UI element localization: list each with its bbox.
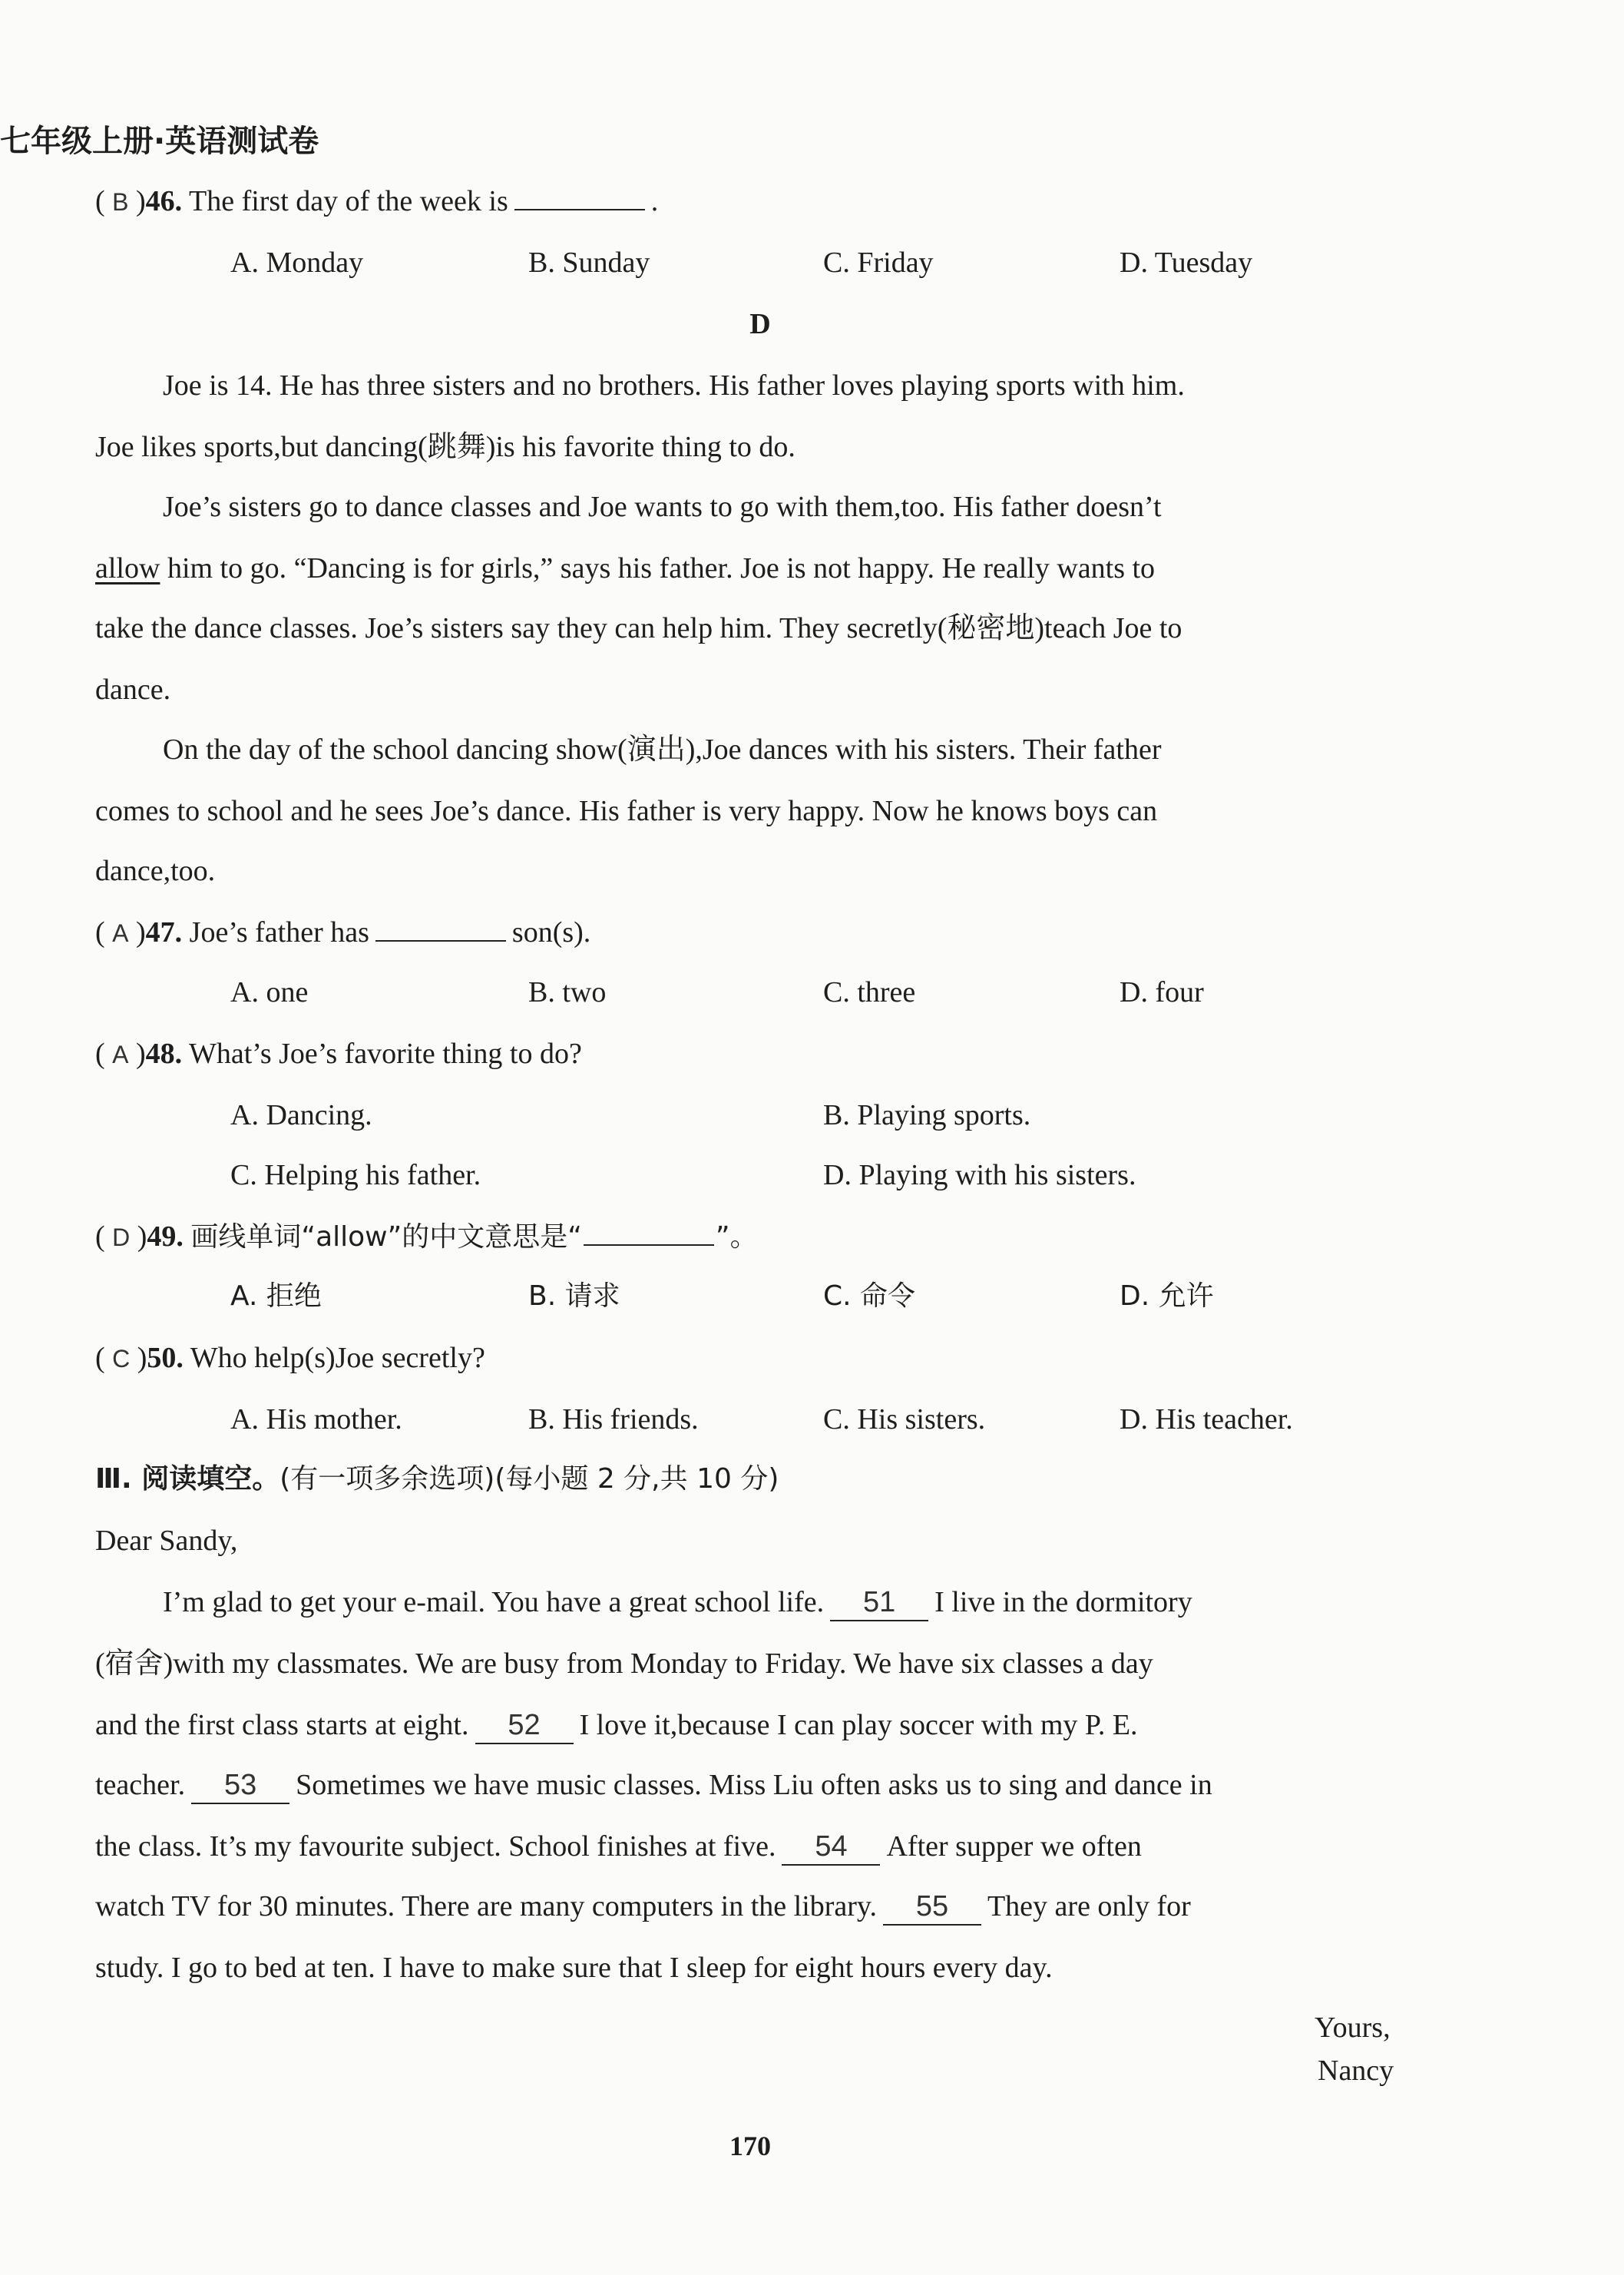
option-c: C. Friday <box>823 247 934 279</box>
question-tail: . <box>650 185 659 217</box>
section-title <box>95 1459 779 1499</box>
letter-text: I live in the dormitory <box>934 1586 1192 1618</box>
question-49: ( D )49. 画线单词“allow”的中文意思是“ ”。 <box>95 1217 758 1257</box>
blank-52: 52 <box>475 1707 574 1744</box>
question-48: ( A )48. What’s Joe’s favorite thing to do? <box>95 1038 582 1070</box>
answer-50: C <box>112 1345 131 1373</box>
answer-blank <box>375 912 506 942</box>
blank-51: 51 <box>830 1585 928 1621</box>
question-50: ( C )50. Who help(s)Joe secretly? <box>95 1342 485 1374</box>
question-tail: son(s). <box>511 916 591 949</box>
question-stem: The first day of the week is <box>188 185 508 217</box>
letter-line <box>163 1582 1192 1622</box>
option-d: D. Playing with his sisters. <box>823 1159 1136 1191</box>
answer-46: B <box>112 188 129 216</box>
option-a: A. Dancing. <box>230 1099 372 1131</box>
option-c: C. Helping his father. <box>230 1159 481 1191</box>
option-a: A. Monday <box>230 247 364 279</box>
passage-line: Joe likes sports,but dancing(跳舞)is his favorite thing to do. <box>95 431 795 463</box>
letter-text: After supper we often <box>886 1830 1142 1863</box>
letter-line <box>95 1826 1142 1866</box>
option-d: D. 允许 <box>1120 1280 1214 1312</box>
letter-text: and the first class starts at eight. <box>95 1709 469 1741</box>
passage-line: On the day of the school dancing show(演出),Joe dances with his sisters. Their father <box>163 733 1162 766</box>
blank-54: 54 <box>782 1829 880 1866</box>
question-tail: ”。 <box>715 1221 758 1253</box>
letter-line <box>95 1705 1138 1745</box>
passage-heading: D <box>749 308 771 340</box>
question-stem: 画线单词“allow”的中文意思是“ <box>190 1221 582 1253</box>
blank-53: 53 <box>191 1767 289 1804</box>
passage-text: Joe is 14. He has three sisters and no brothers. His father loves playing sports with him. <box>163 369 1185 402</box>
letter-greeting: Dear Sandy, <box>95 1525 238 1557</box>
letter-line: (宿舍)with my classmates. We are busy from Monday to Friday. We have six classes a day <box>95 1647 1153 1680</box>
option-c: C. His sisters. <box>823 1403 986 1436</box>
option-d: D. Tuesday <box>1120 247 1253 279</box>
letter-closing: Yours, <box>1315 2012 1391 2044</box>
letter-signature: Nancy <box>1318 2055 1394 2087</box>
question-number: 47. <box>145 916 183 949</box>
option-a: A. 拒绝 <box>230 1280 322 1312</box>
option-c: C. three <box>823 976 916 1008</box>
answer-blank <box>514 181 645 210</box>
option-b: B. Sunday <box>528 247 650 279</box>
question-stem: What’s Joe’s favorite thing to do? <box>188 1038 582 1070</box>
question-number: 48. <box>145 1038 183 1070</box>
question-number: 46. <box>145 185 183 217</box>
passage-line: take the dance classes. Joe’s sisters say they can help him. They secretly(秘密地)teach Joe to <box>95 612 1182 644</box>
option-c: C. 命令 <box>823 1280 916 1312</box>
passage-line: Joe’s sisters go to dance classes and Joe wants to go with them,too. His father doesn’t <box>163 491 1162 523</box>
answer-49: D <box>112 1224 131 1251</box>
question-number: 50. <box>147 1342 184 1374</box>
option-b: B. His friends. <box>528 1403 699 1436</box>
letter-text: teacher. <box>95 1769 186 1801</box>
question-stem: Joe’s father has <box>189 916 369 949</box>
option-d: D. His teacher. <box>1120 1403 1293 1436</box>
answer-blank <box>584 1217 714 1246</box>
passage-text: him to go. “Dancing is for girls,” says his father. Joe is not happy. He really wants to <box>160 552 1156 584</box>
underlined-word-allow: allow <box>95 552 160 584</box>
section-note: (有一项多余选项)(每小题 2 分,共 10 分) <box>279 1463 779 1495</box>
question-47: ( A )47. Joe’s father has son(s). <box>95 912 590 953</box>
option-d: D. four <box>1120 976 1204 1008</box>
option-b: B. 请求 <box>528 1280 620 1312</box>
passage-line: dance,too. <box>95 855 216 887</box>
option-a: A. His mother. <box>230 1403 402 1436</box>
page-header: 七年级上册·英语测试卷 <box>0 124 319 159</box>
letter-text: They are only for <box>987 1890 1191 1922</box>
answer-48: A <box>112 1041 129 1068</box>
letter-text: I’m glad to get your e-mail. You have a great school life. <box>163 1586 825 1618</box>
letter-line <box>95 1765 1212 1805</box>
passage-line: dance. <box>95 674 171 706</box>
option-b: B. Playing sports. <box>823 1099 1031 1131</box>
letter-text: Sometimes we have music classes. Miss Liu often asks us to sing and dance in <box>296 1769 1212 1801</box>
option-a: A. one <box>230 976 309 1008</box>
question-number: 49. <box>147 1220 184 1253</box>
answer-47: A <box>112 919 129 947</box>
passage-line <box>163 366 1419 406</box>
question-stem: Who help(s)Joe secretly? <box>190 1342 485 1374</box>
passage-line: comes to school and he sees Joe’s dance. His father is very happy. Now he knows boys can <box>95 795 1158 827</box>
letter-text: I love it,because I can play soccer with my P. E. <box>579 1709 1138 1741</box>
letter-line <box>95 1886 1191 1926</box>
letter-text: the class. It’s my favourite subject. School finishes at five. <box>95 1830 776 1863</box>
passage-line <box>95 548 1155 588</box>
page-number: 170 <box>729 2131 771 2161</box>
letter-line: study. I go to bed at ten. I have to make sure that I sleep for eight hours every day. <box>95 1952 1053 1984</box>
blank-55: 55 <box>883 1889 981 1926</box>
question-46: ( B )46. The first day of the week is . <box>95 181 658 222</box>
section-heading: Ⅲ. 阅读填空。 <box>95 1463 280 1495</box>
letter-text: watch TV for 30 minutes. There are many computers in the library. <box>95 1890 877 1922</box>
option-b: B. two <box>528 976 607 1008</box>
